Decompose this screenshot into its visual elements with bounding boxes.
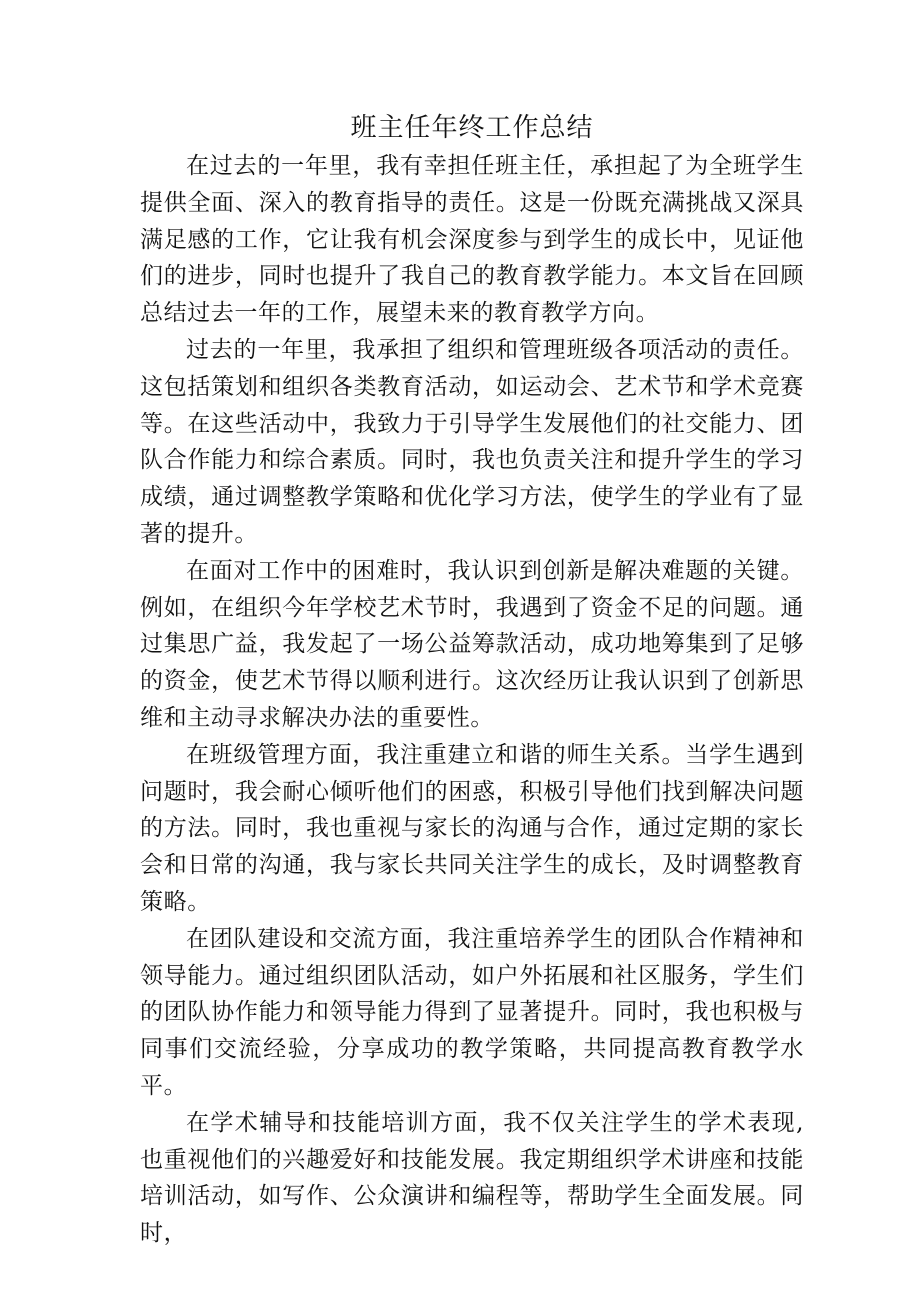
paragraph-academic-tutoring: 在学术辅导和技能培训方面，我不仅关注学生的学术表现,也重视他们的兴趣爱好和技能发展。我定期组织学术讲座和技能培训活动，如写作、公众演讲和编程等，帮助学生全面发展。同时， [140, 1109, 804, 1247]
paragraph-team-building: 在团队建设和交流方面，我注重培养学生的团队合作精神和领导能力。通过组织团队活动，如户外拓展和社区服务，学生们的团队协作能力和领导能力得到了显著提升。同时，我也积极与同事们交流经验，分享成功的教学策略，共同提高教育教学水平。 [140, 925, 804, 1099]
document-body [140, 108, 804, 1252]
paragraph-intro: 在过去的一年里，我有幸担任班主任，承担起了为全班学生提供全面、深入的教育指导的责任。这是一份既充满挑战又深具满足感的工作，它让我有机会深度参与到学生的成长中，见证他们的进步，同时也提升了我自己的教育教学能力。本文旨在回顾总结过去一年的工作，展望未来的教育教学方向。 [140, 153, 804, 327]
paragraph-class-management: 在班级管理方面，我注重建立和谐的师生关系。当学生遇到问题时，我会耐心倾听他们的困惑，积极引导他们找到解决问题的方法。同时，我也重视与家长的沟通与合作，通过定期的家长会和日常的沟通，我与家长共同关注学生的成长，及时调整教育策略。 [140, 741, 804, 915]
document-title: 班主任年终工作总结 [350, 113, 594, 143]
paragraph-innovation: 在面对工作中的困难时，我认识到创新是解决难题的关键。例如，在组织今年学校艺术节时，我遇到了资金不足的问题。通过集思广益，我发起了一场公益筹款活动，成功地筹集到了足够的资金，使艺术节得以顺利进行。这次经历让我认识到了创新思维和主动寻求解决办法的重要性。 [140, 557, 804, 731]
paragraph-activities: 过去的一年里，我承担了组织和管理班级各项活动的责任。这包括策划和组织各类教育活动，如运动会、艺术节和学术竞赛等。在这些活动中，我致力于引导学生发展他们的社交能力、团队合作能力和综合素质。同时，我也负责关注和提升学生的学习成绩，通过调整教学策略和优化学习方法，使学生的学业有了显著的提升。 [140, 336, 804, 547]
